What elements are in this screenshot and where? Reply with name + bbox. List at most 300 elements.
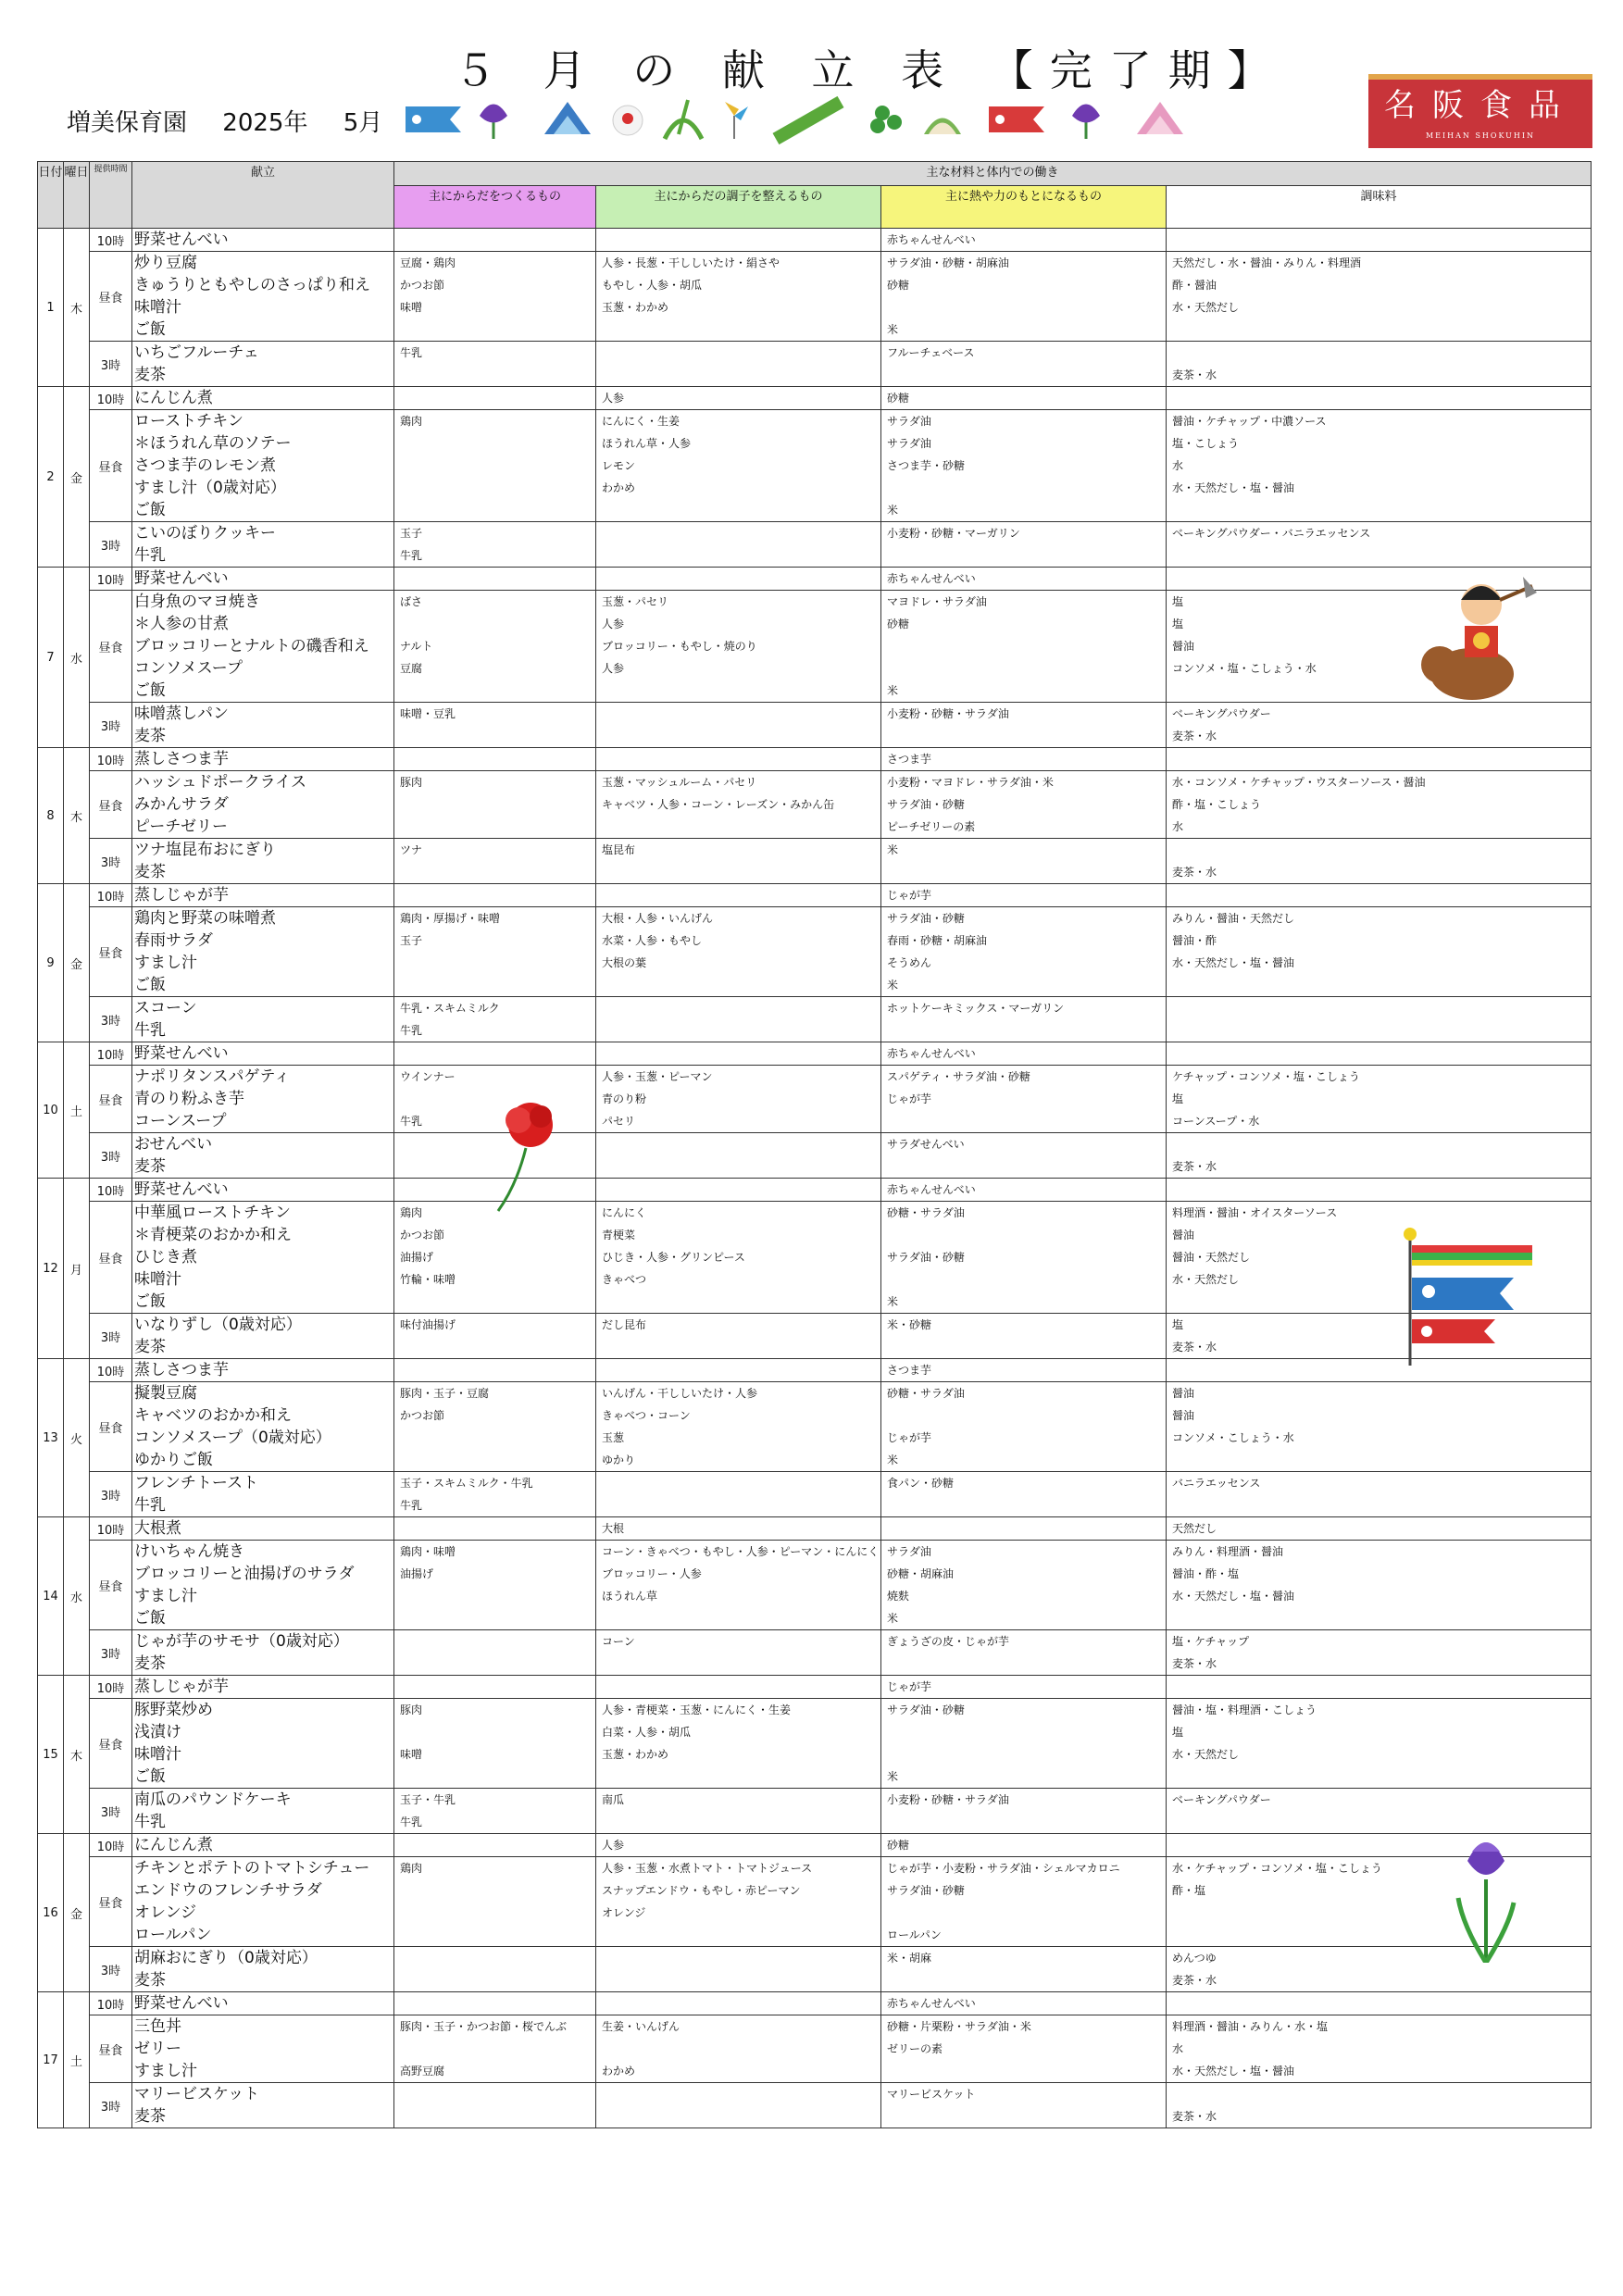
meal-time-label: 昼食 [90,1382,132,1472]
body-regulating-cell [596,1042,881,1066]
dish-cell-line: ツナ塩昆布おにぎり [134,841,276,859]
energy-cell [881,997,1167,1042]
logo-subtext: MEIHAN SHOKUHIN [1425,131,1536,140]
seasoning-cell [1167,522,1592,568]
date-cell: 17 [38,1992,64,2128]
body-regulating-cell [596,1699,881,1789]
seasoning-cell-line: 水・天然だし・塩・醤油 [1172,2065,1295,2078]
energy-cell-line [881,1517,1166,1540]
dish-cell-line: 牛乳 [134,1496,166,1515]
energy-cell-line: ゼリーの素 [887,2042,943,2055]
meal-time-label: 3時 [90,1630,132,1676]
energy-cell-line: サラダ油・砂糖・胡麻油 [887,256,1009,269]
body-building-cell-line: 豚肉 [400,1703,423,1716]
energy-cell-line: サラダ油 [887,1545,931,1558]
table-row [38,568,1592,591]
energy-cell-line [881,725,1166,747]
body-building-cell-line: 玉子・牛乳 [400,1793,456,1806]
seasoning-cell [1167,1133,1592,1179]
seasoning-cell [1167,410,1592,522]
body-regulating-cell [596,1947,881,1992]
energy-cell [881,1133,1167,1179]
body-building-cell-line: 玉子 [400,527,423,540]
energy-cell-line: 赤ちゃんせんべい [887,233,976,246]
body-building-cell [394,1857,596,1947]
dish-cell-line: 浅漬け [134,1723,181,1741]
dish-cell-line: ゆかりご飯 [134,1451,213,1469]
energy-cell-line: ロールパン [887,1928,942,1941]
body-regulating-cell-line: 人参 [602,662,625,675]
body-regulating-cell [596,997,881,1042]
energy-cell [881,748,1167,771]
body-regulating-cell-line: ブロッコリー・人参 [602,1567,702,1580]
meal-time-label: 3時 [90,342,132,387]
dish-cell [132,522,394,568]
body-building-cell-line [394,318,595,341]
energy-cell-line: じゃが芋・小麦粉・サラダ油・シェルマカロニ [887,1862,1120,1875]
dish-cell-line: すまし汁 [134,1587,197,1605]
body-regulating-cell [596,387,881,410]
body-building-cell [394,748,596,771]
body-regulating-cell-line: 大根の葉 [602,956,647,969]
dish-cell-line: 味噌汁 [134,1745,181,1764]
energy-cell-line: 砂糖・胡麻油 [887,1567,955,1580]
body-building-cell-line [394,1766,595,1788]
energy-cell-line: 米 [887,1612,899,1625]
dish-cell [132,1699,394,1789]
body-regulating-cell-line: 生姜・いんげん [602,2020,680,2033]
body-regulating-cell [596,1472,881,1517]
energy-cell-line: サラダせんべい [887,1138,965,1151]
dish-cell-line: 青のり粉ふき芋 [134,1090,244,1108]
energy-cell [881,591,1167,703]
seasoning-cell-line: コーンスープ・水 [1172,1115,1260,1128]
dish-cell-line: 野菜せんべい [134,231,229,249]
seasoning-cell-line [1167,1676,1591,1698]
body-regulating-cell-line [596,1947,880,1969]
table-row [38,884,1592,907]
body-building-cell-line [394,1879,595,1902]
seasoning-cell [1167,229,1592,252]
seasoning-cell-line: ベーキングパウダー [1172,1793,1271,1806]
energy-cell-line: 米 [887,1770,899,1783]
body-building-cell [394,252,596,342]
table-row [38,1676,1592,1699]
meal-time-label: 3時 [90,2083,132,2128]
body-building-cell-line [394,1517,595,1540]
energy-cell-line: 赤ちゃんせんべい [887,1997,976,2010]
seasoning-cell-line: コンソメ・塩・こしょう・水 [1172,662,1317,675]
seasoning-cell-line: 水・天然だし [1172,301,1240,314]
meal-time-label: 10時 [90,1517,132,1541]
school-name: 増美保育園 [67,109,188,137]
dish-cell [132,1789,394,1834]
meal-time-label: 昼食 [90,771,132,839]
table-row [38,229,1592,252]
dish-cell [132,568,394,591]
body-regulating-cell-line: いんげん・干ししいたけ・人参 [602,1387,758,1400]
dish-cell-line: にんじん煮 [134,1836,213,1854]
seasoning-cell-line: 醤油 [1172,1387,1195,1400]
body-building-cell-line [394,613,595,635]
body-regulating-cell-line [596,342,880,364]
body-regulating-cell [596,1541,881,1630]
dish-cell-line: ご飯 [134,1609,166,1628]
koinobori-pole-icon [1403,1227,1542,1366]
body-regulating-cell [596,1202,881,1314]
body-regulating-cell-line [596,1494,880,1516]
body-building-cell-line [394,884,595,906]
dow-cell: 木 [64,1676,90,1834]
energy-cell-line [881,1969,1166,1991]
body-building-cell-line [394,568,595,590]
body-building-cell-line [394,793,595,816]
dish-cell-line: ご飯 [134,501,166,519]
dish-cell-line: ロールパン [134,1926,212,1944]
dish-cell-line: 麦茶 [134,2107,166,2126]
table-row [38,1382,1592,1472]
body-regulating-cell [596,1314,881,1359]
body-building-cell-line [394,1834,595,1856]
body-building-cell-line: 豚肉 [400,776,423,789]
energy-cell-line [881,296,1166,318]
meal-time-label: 10時 [90,1676,132,1699]
body-building-cell [394,1541,596,1630]
body-building-cell-line: 牛乳 [400,1024,423,1037]
energy-cell [881,1042,1167,1066]
energy-cell-line: 砂糖 [887,392,910,405]
body-regulating-cell-line: 人参 [602,618,625,630]
date-cell: 15 [38,1676,64,1834]
body-regulating-cell-line: もやし・人参・胡瓜 [602,279,703,292]
body-regulating-cell [596,522,881,568]
body-building-cell-line [394,816,595,838]
seasoning-cell-line: 水・天然だし・塩・醤油 [1172,1590,1295,1603]
body-regulating-cell [596,342,881,387]
energy-cell-line [881,1653,1166,1675]
energy-cell-line: 砂糖 [887,279,910,292]
energy-cell [881,252,1167,342]
body-regulating-cell-line: 玉葱・マッシュルーム・パセリ [602,776,757,789]
seasoning-cell-line [1167,1607,1591,1629]
body-building-cell-line: 牛乳 [400,1499,423,1512]
seasoning-cell-line: 塩 [1172,595,1184,608]
body-regulating-cell-line [596,861,880,883]
meal-time-label: 昼食 [90,1202,132,1314]
dish-cell-line: ローストチキン [134,412,243,430]
energy-cell [881,1834,1167,1857]
body-regulating-cell-line: 人参 [602,392,625,405]
dow-cell: 木 [64,229,90,387]
seasoning-cell [1167,997,1592,1042]
dish-cell [132,907,394,997]
date-cell: 13 [38,1359,64,1517]
meal-time-label: 昼食 [90,252,132,342]
dish-cell [132,2015,394,2083]
seasoning-cell-line: 麦茶・水 [1172,1657,1217,1670]
col-seasoning: 調味料 [1167,186,1592,229]
body-regulating-cell [596,1789,881,1834]
dish-cell-line: ゼリー [134,2040,181,2058]
carnation-icon [480,1092,572,1213]
body-regulating-cell-line: ひじき・人参・グリンピース [602,1251,745,1264]
table-row [38,1202,1592,1314]
body-regulating-cell-line: 人参 [602,1839,625,1852]
energy-cell-line: 米 [887,843,899,856]
seasoning-cell-line: 塩・こしょう [1172,437,1240,450]
energy-cell [881,1314,1167,1359]
seasoning-cell-line: 麦茶・水 [1172,2110,1217,2123]
body-regulating-cell-line: 玉葱 [602,1431,625,1444]
energy-cell [881,1992,1167,2015]
body-regulating-cell-line [596,1653,880,1675]
energy-cell-line [881,2060,1166,2082]
seasoning-cell-line [1167,1992,1591,2015]
seasoning-cell-line: 水・コンソメ・ケチャップ・ウスターソース・醤油 [1172,776,1426,789]
energy-cell-line [881,1110,1166,1132]
clover-icon [870,106,902,133]
body-building-cell [394,591,596,703]
meal-time-label: 10時 [90,568,132,591]
meal-time-label: 3時 [90,1947,132,1992]
body-regulating-cell-line: 青梗菜 [602,1229,636,1242]
dish-cell-line: おせんべい [134,1135,213,1154]
dish-cell-line: 牛乳 [134,1813,166,1831]
dish-cell [132,1042,394,1066]
kintaro-bear-icon [1407,563,1537,702]
energy-cell-line [881,1811,1166,1833]
body-building-cell-line: 味噌 [400,1748,423,1761]
seasoning-cell-line: 酢・醤油 [1172,279,1217,292]
body-regulating-cell-line: 青のり粉 [602,1092,647,1105]
seasoning-cell-line [1167,884,1591,906]
body-regulating-cell-line: ほうれん草 [602,1590,658,1603]
energy-cell-line: 米 [887,504,899,517]
body-regulating-cell-line: わかめ [602,481,636,494]
body-regulating-cell [596,252,881,342]
body-building-cell-line: 玉子・スキムミルク・牛乳 [400,1477,533,1490]
meal-time-label: 3時 [90,1472,132,1517]
energy-cell-line [881,1404,1166,1427]
seasoning-cell-line [1167,387,1591,409]
body-building-cell [394,1947,596,1992]
seasoning-cell [1167,907,1592,997]
table-row [38,1789,1592,1834]
energy-cell-line: 米 [887,1295,899,1308]
menu-table [37,161,1592,2128]
seasoning-cell-line: 麦茶・水 [1172,1974,1217,1987]
dish-cell-line: 味噌蒸しパン [134,705,229,723]
energy-cell [881,1857,1167,1947]
body-regulating-cell-line: にんにく [602,1206,647,1219]
dish-cell-line: いなりずし（0歳対応） [134,1316,302,1334]
meal-time-label: 昼食 [90,1066,132,1133]
body-regulating-cell-line [596,748,880,770]
body-building-cell-line: ウインナー [400,1070,456,1083]
body-regulating-cell-line [596,522,880,544]
year: 2025年 [222,109,308,137]
energy-cell-line [881,861,1166,883]
seasoning-cell-line: 麦茶・水 [1172,1160,1217,1173]
body-regulating-cell-line [596,364,880,386]
seasoning-cell-line [1167,342,1591,364]
body-regulating-cell-line [596,1133,880,1155]
seasoning-cell [1167,342,1592,387]
body-building-cell-line [394,680,595,702]
body-building-cell-line: 豚肉・玉子・豆腐 [400,1387,490,1400]
meal-time-label: 昼食 [90,1541,132,1630]
energy-cell-line: サラダ油・砂糖 [887,1251,965,1264]
body-building-cell-line: 豚肉・玉子・かつお節・桜でんぶ [400,2020,568,2033]
meal-time-label: 3時 [90,1314,132,1359]
body-building-cell-line: 牛乳 [400,346,423,359]
dish-cell [132,1517,394,1541]
dow-cell: 土 [64,1992,90,2128]
dish-cell [132,1359,394,1382]
bamboo-icon [665,100,702,139]
col-energy: 主に熱や力のもとになるもの [881,186,1167,229]
dish-cell-line: ハッシュドポークライス [134,773,306,792]
dish-cell [132,748,394,771]
seasoning-cell-line: 醤油・ケチャップ・中濃ソース [1172,415,1327,428]
body-building-cell-line: 豆腐 [400,662,423,675]
seasoning-cell-line: 醤油 [1172,640,1195,653]
seasoning-cell-line: 天然だし・水・醤油・みりん・料理酒 [1172,256,1362,269]
energy-cell-line: ぎょうざの皮・じゃが芋 [887,1635,1010,1648]
body-regulating-cell-line [596,997,880,1019]
dish-cell [132,252,394,342]
dish-cell-line: ブロッコリーと油揚げのサラダ [134,1565,355,1583]
body-regulating-cell-line: 玉葱・パセリ [602,595,669,608]
dish-cell-line: マリービスケット [134,2085,260,2103]
meal-time-label: 10時 [90,387,132,410]
energy-cell [881,1382,1167,1472]
body-building-cell-line [394,861,595,883]
table-row [38,703,1592,748]
dish-cell [132,839,394,884]
koinobori-icon [989,106,1044,132]
energy-cell [881,1179,1167,1202]
body-building-cell-line [394,952,595,974]
table-row [38,410,1592,522]
body-building-cell-line: ツナ [400,843,423,856]
dish-cell-line: ブロッコリーとナルトの磯香和え [134,637,369,655]
body-building-cell-line: 鶏肉・厚揚げ・味噌 [400,912,501,925]
seasoning-cell-line [1167,839,1591,861]
seasoning-cell-line: バニラエッセンス [1172,1477,1261,1490]
seasoning-cell-line: ベーキングパウダー・バニラエッセンス [1172,527,1371,540]
iris-icon [1072,105,1100,140]
energy-cell [881,884,1167,907]
energy-cell-line: 小麦粉・砂糖・マーガリン [887,527,1020,540]
meal-time-label: 昼食 [90,410,132,522]
iris-flower-icon [1444,1824,1528,1963]
body-building-cell-line [394,748,595,770]
body-regulating-cell-line [596,1992,880,2015]
body-regulating-cell-line: 南瓜 [602,1793,625,1806]
col-dow: 曜日 [64,162,90,229]
dish-cell-line: 中華風ローストチキン [134,1204,291,1222]
table-row [38,522,1592,568]
meal-time-label: 10時 [90,1042,132,1066]
body-regulating-cell-line [596,568,880,590]
seasoning-cell [1167,703,1592,748]
dish-cell-line: ご飯 [134,320,166,339]
energy-cell-line: じゃが芋 [887,889,932,902]
body-regulating-cell-line [596,816,880,838]
iris-icon [480,105,507,140]
dow-cell: 金 [64,1834,90,1992]
dow-cell: 水 [64,568,90,748]
energy-cell-line: さつま芋・砂糖 [887,459,966,472]
dish-cell-line: ＊人参の甘煮 [134,615,229,633]
dow-cell: 火 [64,1359,90,1517]
energy-cell-line: 春雨・砂糖・胡麻油 [887,934,988,947]
col-group: 主な材料と体内での働き [394,162,1592,186]
body-building-cell-line [394,2105,595,2128]
seasoning-cell-line: 水 [1172,820,1184,833]
body-building-cell [394,884,596,907]
seasoning-cell-line: 料理酒・醤油・オイスターソース [1172,1206,1338,1219]
body-regulating-cell-line: 塩昆布 [602,843,636,856]
body-regulating-cell-line [596,1291,880,1313]
kabuto-icon [544,102,591,134]
energy-cell-line: フルーチェベース [887,346,975,359]
dish-cell-line: 大根煮 [134,1519,181,1538]
chimaki-icon [776,102,841,139]
energy-cell-line [881,1019,1166,1042]
dish-cell-line: スコーン [134,999,197,1017]
body-building-cell [394,1382,596,1472]
body-building-cell-line [394,229,595,251]
energy-cell-line: さつま芋 [887,753,932,766]
dish-cell-line: 白身魚のマヨ焼き [134,593,260,611]
company-logo [1368,74,1592,148]
seasoning-cell-line [1167,1766,1591,1788]
energy-cell [881,1947,1167,1992]
dish-cell-line: 野菜せんべい [134,1044,229,1063]
dish-cell-line: コンソメスープ（0歳対応） [134,1429,331,1447]
dish-cell [132,1179,394,1202]
body-building-cell [394,1359,596,1382]
body-regulating-cell-line [596,680,880,702]
energy-cell-line: ホットケーキミックス・マーガリン [887,1002,1065,1015]
seasoning-cell-line: 水・天然だし・塩・醤油 [1172,956,1295,969]
energy-cell-line: 米 [887,979,899,992]
energy-cell [881,568,1167,591]
energy-cell [881,703,1167,748]
body-building-cell-line [394,1630,595,1653]
body-regulating-cell [596,1382,881,1472]
energy-cell-line: 小麦粉・マヨドレ・サラダ油・米 [887,776,1054,789]
dish-cell-line: 野菜せんべい [134,1180,229,1199]
energy-cell [881,1202,1167,1314]
body-regulating-cell-line [596,544,880,567]
seasoning-cell-line: みりん・料理酒・醤油 [1172,1545,1284,1558]
date-cell: 10 [38,1042,64,1179]
table-row [38,1947,1592,1992]
body-building-cell-line [394,477,595,499]
body-regulating-cell-line: ブロッコリー・もやし・焼のり [602,640,757,653]
body-building-cell-line [394,1291,595,1313]
energy-cell-line: 米・砂糖 [887,1318,932,1331]
dish-cell-line: さつま芋のレモン煮 [134,456,276,475]
seasoning-cell-line: 酢・塩・こしょう [1172,798,1262,811]
energy-cell [881,387,1167,410]
body-regulating-cell-line: 玉葱・わかめ [602,1748,669,1761]
body-building-cell-line [394,1924,595,1946]
body-building-cell-line: 油揚げ [400,1567,434,1580]
